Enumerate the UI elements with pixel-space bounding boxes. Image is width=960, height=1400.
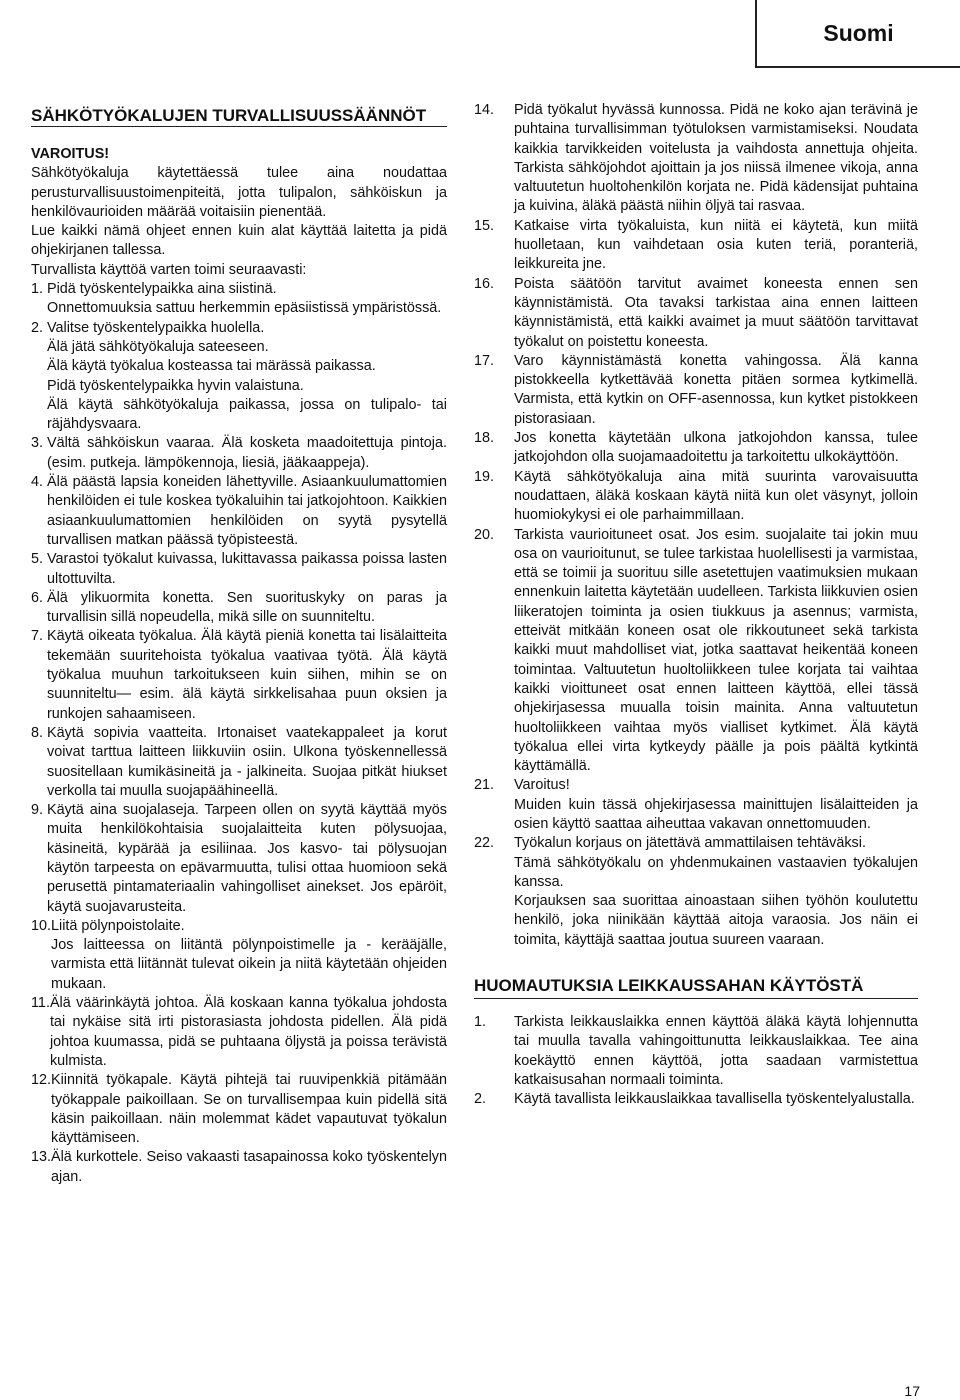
item-number: 17. — [474, 352, 495, 369]
heading-rule — [474, 998, 918, 999]
item-text — [514, 1013, 918, 1090]
item-line: Jos laitteessa on liitäntä pölynpoistimelle ja - kerääjälle, varmista että liitännät tulevat oikein ja niitä käytetään ohjeiden mukaan. — [51, 937, 447, 992]
list-item — [474, 1013, 918, 1090]
list-item — [474, 468, 918, 526]
item-line: Jos konetta käytetään ulkona jatkojohdon kanssa, tulee jatkojohdon olla suojamaadoitettu ja tarkoitettu ulkokäyttöön. — [514, 430, 918, 466]
item-number: 20. — [474, 526, 495, 543]
cutting-saw-notes-heading: HUOMAUTUKSIA LEIKKAUSSAHAN KÄYTÖSTÄ — [474, 976, 864, 996]
item-text — [514, 429, 918, 468]
item-line: Käytä aina suojalaseja. Tarpeen ollen on syytä käyttää myös muita henkilökohtaisia suojalaitteita kuten pölysuojaa, käsineitä, kypärää ja esiliinaa. Jos kasvo- tai pölysuojan käytön tarpeesta on epävarmuutta, tulisi ottaa huomioon sekä perusettä pintamateriaalin vahingolliset ainekset. Jos epäröit, käytä suojavarusteita. — [47, 802, 447, 915]
item-line: Onnettomuuksia sattuu herkemmin epäsiistissä ympäristössä. — [47, 300, 442, 317]
safety-rules-heading: SÄHKÖTYÖKALUJEN TURVALLISUUSSÄÄNNÖT — [31, 106, 427, 125]
item-line: Varo käynnistämästä konetta vahingossa. Älä kanna pistokkeella kytkettävää konetta pitäen sormea kytkimellä. Varmista, että kytkin on OFF-asennossa, kun kytket pistokkeen pistorasiaan. — [514, 352, 918, 427]
list-item — [31, 1148, 447, 1187]
list-item — [31, 627, 447, 723]
item-text — [514, 101, 918, 217]
list-item — [474, 526, 918, 777]
item-text — [514, 352, 918, 429]
item-line: Vältä sähköiskun vaaraa. Älä kosketa maadoitettuja pintoja. (esim. putkeja. lämpökennoja, liesiä, jääkaappeja). — [47, 435, 447, 471]
item-line: Käytä sähkötyökaluja aina mitä suurinta varovaisuutta noudattaen, äläkä koskaan käytä niitä kun olet väsynyt, jolloin huomiokykysi ei ole parhaimmillaan. — [514, 468, 918, 524]
item-line: Älä päästä lapsia koneiden lähettyville. Asiaankuulumattomien henkilöiden ei tule koskea työkaluihin tai jatkojohtoon. Kaikkien asiaankuulumattomien henkilöiden on syytä pysytellä turvallisen matkan päässä työpisteestä. — [47, 474, 447, 548]
list-item — [474, 776, 918, 834]
item-number: 1. — [31, 281, 44, 298]
item-number: 14. — [474, 102, 495, 118]
item-number: 6. — [31, 589, 44, 606]
item-line: Varastoi työkalut kuivassa, lukittavassa paikassa poissa lasten ultottuvilta. — [47, 551, 447, 587]
list-item — [31, 550, 447, 589]
item-number: 9. — [31, 802, 44, 819]
item-number: 18. — [474, 430, 495, 447]
item-text — [47, 589, 447, 628]
item-line: Varoitus! — [514, 777, 570, 794]
item-text — [47, 550, 447, 589]
item-number: 2. — [31, 319, 44, 336]
item-number: 3. — [31, 435, 44, 452]
language-tab: Suomi — [755, 0, 960, 68]
list-item — [474, 352, 918, 429]
item-number: 8. — [31, 724, 44, 741]
item-text — [47, 627, 447, 723]
list-item — [31, 1071, 447, 1148]
item-line: Käytä oikeata työkalua. Älä käytä pieniä konetta tai lisälaitteita tekemään suuritehoista työkalua vaativaa työtä. Älä käytä työkalua muuhun tarkoitukseen kuin siihen, mihin se on suunniteltu— esim. älä käytä sirkkelisahaa puun oksien ja runkojen sahaamiseen. — [47, 628, 447, 722]
list-item — [31, 434, 447, 473]
item-text — [47, 280, 447, 319]
list-item — [474, 275, 918, 352]
list-item — [31, 473, 447, 550]
item-text — [51, 917, 447, 994]
item-line: Tarkista vaurioituneet osat. Jos esim. suojalaite tai jokin muu osa on vaurioitunut, se tulee tarkistaa huolellisesti ja varmistaa, että se toimii ja suorituu sille asetettujen vaatimuksien mukaan ennenkuin laitetta käytetään uudelleen. Tarkista liikkuvien osien liikeratojen toiminta ja osien tiukkuus ja asennus; varmista, etteivät mitkään koneen osat ole rikkoutuneet sekä tarkista kaikki muut mahdolliset viat, jotka saattavat heikentää koneen toimintaa. Valtuutetun huoltoliikkeen tulee korjata tai vaihtaa kaikki vioittuneet osat ennen laitteen käyttöä, ellei tässä ohjekirjasessa muualla toisin mainita. Anna valtuutetun huoltoliikkeen vaihtaa myös vialliset kytkimet. Älä käytä työkalua ellei virta kytkeydy päälle ja pois päältä kytkintä käyttämällä. — [514, 526, 918, 775]
item-text — [51, 1071, 447, 1148]
item-number: 10. — [31, 917, 52, 934]
item-line: Älä käytä sähkötyökaluja paikassa, jossa on tulipalo- tai räjähdysvaara. — [47, 396, 447, 433]
item-line: Pidä työskentelypaikka hyvin valaistuna. — [47, 377, 304, 394]
item-line: Pidä työskentelypaikka aina siistinä. — [47, 281, 277, 298]
item-text — [47, 724, 447, 801]
list-item — [474, 834, 918, 950]
item-text — [47, 801, 447, 917]
item-number: 22. — [474, 835, 495, 852]
list-item — [31, 280, 447, 319]
item-line: Kiinnitä työkapale. Käytä pihtejä tai ruuvipenkkiä pitämään työkappale paikoillaan. Se on turvallisempaa kuin pidellä sitä käsin paikoillaan. näin molemmat kädet vapautuvat työkalun käyttämiseen. — [51, 1072, 447, 1147]
item-line: Korjauksen saa suorittaa ainoastaan siihen työhön koulutettu henkilö, joka niinikään käyttää aitoja varaosia. Jos näin ei toimita, käyttäjä saattaa joutua suureen vaaraan. — [514, 893, 918, 948]
item-text — [514, 1090, 918, 1109]
item-line: Poista säätöön tarvitut avaimet koneesta ennen sen käynnistämistä. Ota tavaksi tarkistaa aina ennen laitteen käynnistämistä, että kaikki avaimet ja muut säätöön tarvittavat työkalut on poistettu koneesta. — [514, 275, 918, 350]
list-item — [31, 917, 447, 994]
list-item — [31, 589, 447, 628]
safety-rules-list-continued — [474, 101, 918, 950]
item-line: Älä väärinkäytä johtoa. Älä koskaan kanna työkalua johdosta tai nykäise sitä irti pistorasiasta johdosta pidellen. Älä pidä johtoa kuumassa, pidä se puhtaana öljystä ja poissa terävistä kulmista. — [49, 995, 447, 1069]
item-text — [47, 473, 447, 550]
item-line: Tämä sähkötyökalu on yhdenmukainen vastaavien työkalujen kanssa. — [514, 854, 918, 890]
intro — [31, 164, 447, 280]
item-number: 15. — [474, 217, 495, 234]
list-item — [474, 217, 918, 275]
page-number: 17 — [904, 1383, 920, 1399]
item-number: 21. — [474, 777, 495, 794]
item-line: Katkaise virta työkaluista, kun niitä ei käytetä, kun miitä huolletaan, kun vaihdetaan osia kuten teriä, poranteriä, leikkureita jne. — [514, 217, 918, 273]
item-line: Älä ylikuormita konetta. Sen suorituskyky on paras ja turvallisin sillä nopeudella, mikä sille on suunniteltu. — [47, 589, 447, 626]
item-number: 4. — [31, 474, 44, 491]
item-line: Muiden kuin tässä ohjekirjasessa mainittujen lisälaitteiden ja osien käyttö saattaa aiheuttaa vakavan onnettomuuden. — [514, 796, 918, 832]
item-text — [514, 275, 918, 352]
safety-rules-list — [31, 280, 447, 1187]
item-line: Käytä sopivia vaatteita. Irtonaiset vaatekappaleet ja korut voivat tarttua laitteen liikkuviin osiin. Ulkona työskennellessä suositellaan kumikäsineitä ja - jalkineita. Suojaa pitkät hiukset verkolla tai muulla suojapäähineellä. — [47, 724, 447, 799]
item-number: 1. — [474, 1014, 487, 1031]
left-column — [31, 106, 447, 1187]
list-item — [31, 319, 447, 435]
item-text — [514, 776, 918, 834]
item-number: 2. — [474, 1091, 487, 1108]
list-item — [31, 801, 447, 917]
list-item — [474, 101, 918, 217]
item-line: Liitä pölynpoistolaite. — [51, 917, 185, 934]
item-line: Pidä työkalut hyvässä kunnossa. Pidä ne koko ajan terävinä je puhtaina turvallisimman työtuloksen varmistamiseksi. Noudata kaikkia tarvikkeiden voitelusta ja vaihdosta annettuja ohjeita. Tarkista sähköjohdot ajoittain ja jos niissä ilmenee vikoja, anna valtuutetun huoltohenkilön korjata ne. Pidä kädensijat puhtaina ja kuivina, äläkä päästä niihin öljyä tai rasvaa. — [514, 102, 918, 215]
intro-paragraph: Lue kaikki nämä ohjeet ennen kuin alat käyttää laitetta ja pidä ohjekirjanen tallessa. — [31, 223, 447, 259]
item-text — [47, 434, 447, 473]
item-number: 19. — [474, 468, 495, 485]
item-number: 13. — [31, 1149, 52, 1166]
item-text — [514, 834, 918, 950]
item-line: Valitse työskentelypaikka huolella. — [47, 319, 265, 336]
item-text — [514, 217, 918, 275]
heading-rule — [31, 126, 447, 127]
warning-title: VAROITUS! — [31, 146, 110, 162]
cutting-saw-notes-section — [474, 976, 918, 1109]
intro-paragraph: Turvallista käyttöä varten toimi seuraavasti: — [31, 261, 307, 278]
item-number: 12. — [31, 1072, 52, 1089]
item-text — [514, 526, 918, 777]
intro-paragraph: Sähkötyökaluja käytettäessä tulee aina noudattaa perusturvallisuustoimenpiteitä, jotta tulipalon, sähköiskun ja henkilövaurioiden määrää voitaisiin pienentää. — [31, 165, 447, 220]
list-item — [474, 1090, 918, 1109]
cutting-saw-notes-list — [474, 1013, 918, 1109]
list-item — [31, 994, 447, 1071]
right-column — [474, 101, 918, 1110]
list-item — [31, 724, 447, 801]
item-number: 16. — [474, 275, 495, 292]
item-line: Tarkista leikkauslaikka ennen käyttöä äläkä käytä lohjennutta tai muulla tavalla vahingoittunutta leikkauslaikkaa. Tee aina koekäyttö ennen käyttöä, jotta saadaan varmistettua katkaisusahan normaali toiminta. — [514, 1014, 918, 1088]
item-text — [514, 468, 918, 526]
item-text — [50, 994, 447, 1071]
item-text — [47, 319, 447, 435]
item-number: 11. — [31, 995, 50, 1012]
item-number: 7. — [31, 628, 44, 645]
item-line: Työkalun korjaus on jätettävä ammattilaisen tehtäväksi. — [514, 835, 866, 852]
item-line: Älä kurkottele. Seiso vakaasti tasapainossa koko työskentelyn ajan. — [51, 1149, 447, 1185]
item-text — [51, 1148, 447, 1187]
item-line: Käytä tavallista leikkauslaikkaa tavallisella työskentelyalustalla. — [514, 1091, 915, 1108]
item-line: Älä jätä sähkötyökaluja sateeseen. — [47, 338, 269, 355]
item-number: 5. — [31, 551, 44, 568]
list-item — [474, 429, 918, 468]
item-line: Älä käytä työkalua kosteassa tai märässä paikassa. — [47, 358, 376, 375]
